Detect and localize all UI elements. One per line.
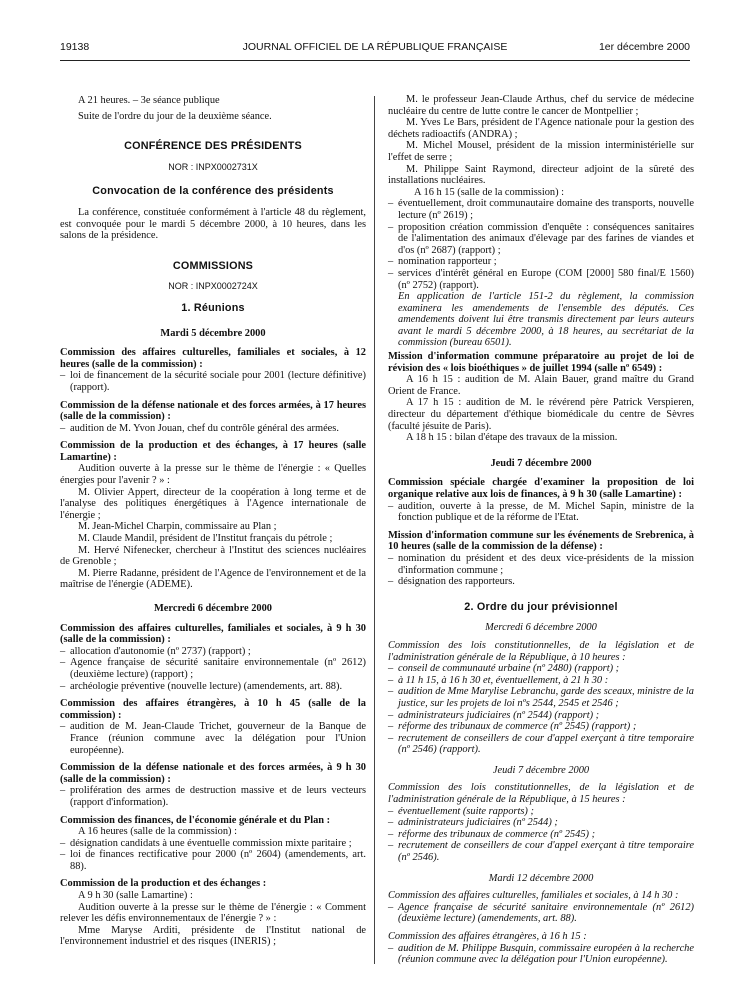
agenda-item: – administrateurs judiciaires (nº 2544) ;	[388, 817, 694, 829]
seance-suite: Suite de l'ordre du jour de la deuxième séance.	[78, 110, 272, 122]
session-time: A 16 h 15 (salle de la commission) :	[414, 186, 565, 198]
conf-nor: NOR : INPX0002731X	[168, 161, 258, 172]
commission-heading: Commission des lois constitutionnelles, de la législation et de l'administration générale de la République, à 10 heures :	[388, 639, 694, 663]
agenda-item: – réforme des tribunaux de commerce (nº 2545) ;	[388, 829, 694, 841]
paragraph: A 17 h 15 : audition de M. le révérend père Patrick Verspieren, directeur du département d'éthique biomédicale du centre de Sèvres (faculté jésuite de Paris).	[388, 397, 694, 432]
ordre-date-mercredi: Mercredi 6 décembre 2000	[485, 622, 597, 634]
commission-heading: Commission des lois constitutionnelles, de la législation et de l'administration générale de la République, à 15 heures :	[388, 782, 694, 806]
right-column	[388, 94, 694, 966]
mission-heading: Mission d'information commune préparatoire au projet de loi de révision des « lois bioéthiques » de juillet 1994 (salle nº 6549) :	[388, 351, 694, 374]
agenda-item: – audition de M. Jean-Claude Trichet, gouverneur de la Banque de France (réunion commune avec la délégation pour l'Union européenne).	[60, 721, 366, 756]
commission-heading: Commission de la production et des échanges, à 17 heures (salle Lamartine) :	[60, 440, 366, 463]
agenda-item: – loi de financement de la sécurité sociale pour 2001 (lecture définitive) (rapport).	[60, 370, 366, 393]
page-number: 19138	[60, 41, 90, 53]
ordre-date-jeudi: Jeudi 7 décembre 2000	[492, 764, 590, 776]
paragraph: A 18 h 15 : bilan d'étape des travaux de la mission.	[406, 432, 618, 444]
running-header	[60, 42, 690, 58]
paragraph: M. Yves Le Bars, président de l'Agence nationale pour la gestion des déchets radioactifs (ANDRA) ;	[388, 117, 694, 140]
agenda-item: – services d'intérêt général en Europe (COM [2000] 580 final/E 1560) (nº 2752) (rapport).	[388, 268, 694, 291]
agenda-item: – audition de M. Philippe Busquin, commissaire européen à la recherche (réunion commune avec la délégation pour l'Union européenne).	[388, 943, 694, 966]
mission-heading: Mission d'information commune sur les événements de Srebrenica, à 10 heures (salle de la commission de la défense) :	[388, 529, 694, 553]
agenda-item: – loi de finances rectificative pour 2000 (nº 2604) (amendements, art. 88).	[60, 849, 366, 872]
agenda-item: – Agence française de sécurité sanitaire environnementale (nº 2612) (deuxième lecture) (rapport) ;	[60, 657, 366, 680]
left-column	[60, 95, 366, 948]
commission-heading: Commission spéciale chargée d'examiner la proposition de loi organique relative aux lois de finances, à 9 h 30 (salle Lamartine) :	[388, 477, 694, 500]
conv-text: La conférence, constituée conformément à l'article 48 du règlement, est convoquée pour le mardi 5 décembre 2000, à 10 heures, dans les salons de la présidence.	[60, 206, 366, 242]
commission-heading: Commission de la production et des échanges :	[60, 878, 267, 890]
paragraph: M. Olivier Appert, directeur de la coopération à long terme et de l'analyse des politiques énergétiques à l'Agence internationale de l'énergie ;	[60, 486, 366, 521]
paragraph: M. le professeur Jean-Claude Arthus, chef du service de médecine nucléaire du centre de lutte contre le cancer de Montpellier ;	[388, 94, 694, 117]
agenda-item: – nomination rapporteur ;	[388, 256, 694, 268]
paragraph: M. Philippe Saint Raymond, directeur adjoint de la sûreté des installations nucléaires.	[388, 163, 694, 187]
agenda-item: – désignation candidats à une éventuelle commission mixte paritaire ;	[60, 838, 366, 850]
paragraph: M. Pierre Radanne, président de l'Agence de l'environnement et de la maîtrise de l'énergie (ADEME).	[60, 567, 366, 591]
agenda-item: – réforme des tribunaux de commerce (nº 2545) (rapport) ;	[388, 721, 694, 733]
header-rule	[60, 60, 690, 61]
agenda-item: – nomination du président et des deux vice-présidents de la mission d'information commune ;	[388, 553, 694, 576]
issue-date: 1er décembre 2000	[598, 41, 690, 53]
agenda-item: – administrateurs judiciaires (nº 2544) (rapport) ;	[388, 710, 694, 722]
paragraph: A 16 h 15 : audition de M. Alain Bauer, grand maître du Grand Orient de France.	[388, 374, 694, 397]
agenda-item: – prolifération des armes de destruction massive et de leurs vecteurs (rapport d'information).	[60, 785, 366, 808]
reunions-title: 1. Réunions	[181, 301, 245, 314]
agenda-item: – recrutement de conseillers de cour d'appel exerçant à titre temporaire (nº 2546) (rapport).	[388, 733, 694, 756]
agenda-item: – Agence française de sécurité sanitaire environnementale (nº 2612) (deuxième lecture) (amendements, art. 88).	[388, 902, 694, 925]
paragraph: M. Michel Mousel, président de la mission interministérielle sur l'effet de serre ;	[388, 140, 694, 163]
commission-heading: Commission de la défense nationale et des forces armées, à 9 h 30 (salle de la commission) :	[60, 762, 366, 785]
commission-heading: Commission des affaires culturelles, familiales et sociales, à 9 h 30 (salle de la commission) :	[60, 622, 366, 646]
paragraph: Audition ouverte à la presse sur le thème de l'énergie : « Quelles énergies pour l'avenir ? » :	[60, 463, 366, 487]
commission-heading: Commission des affaires culturelles, familiales et sociales, à 14 h 30 :	[388, 890, 679, 902]
paragraph: M. Hervé Nifenecker, chercheur à l'Institut des sciences nucléaires de Grenoble ;	[60, 544, 366, 568]
agenda-item: – allocation d'autonomie (nº 2737) (rapport) ;	[60, 646, 366, 658]
session-time: A 9 h 30 (salle Lamartine) :	[78, 890, 193, 902]
date-mardi: Mardi 5 décembre 2000	[160, 327, 266, 339]
agenda-item: – désignation des rapporteurs.	[388, 576, 694, 588]
agenda-item: – conseil de communauté urbaine (nº 2480) (rapport) ;	[388, 663, 694, 675]
session-time: A 16 heures (salle de la commission) :	[78, 826, 237, 838]
date-mercredi: Mercredi 6 décembre 2000	[153, 603, 272, 614]
agenda-item: – éventuellement (suite rapports) ;	[388, 806, 694, 818]
amendment-note: En application de l'article 151-2 du règlement, la commission examinera les amendements de l'ensemble des députés. Ces amendements doivent lui être transmis directement par leurs auteurs avant le mardi 5 décembre 2000, à 18 heures, au secrétariat de la commission (bureau 6501).	[398, 291, 694, 349]
seance-time: A 21 heures. – 3e séance publique	[78, 95, 220, 106]
journal-title: JOURNAL OFFICIEL DE LA RÉPUBLIQUE FRANÇAISE	[242, 41, 508, 53]
agenda-item: – archéologie préventive (nouvelle lecture) (amendements, art. 88).	[60, 681, 366, 693]
conv-title: Convocation de la conférence des présidents	[92, 185, 334, 198]
paragraph: Audition ouverte à la presse sur le thème de l'énergie : « Comment relever les défis environnementaux de l'énergie ? » :	[60, 901, 366, 925]
agenda-item: – à 11 h 15, à 16 h 30 et, éventuellement, à 21 h 30 :	[388, 675, 694, 687]
commissions-nor: NOR : INPX0002724X	[168, 281, 258, 292]
commission-heading: Commission des affaires étrangères, à 10 h 45 (salle de la commission) :	[60, 698, 366, 721]
agenda-item: – recrutement de conseillers de cour d'appel exerçant à titre temporaire (nº 2546).	[388, 840, 694, 863]
ordre-title: 2. Ordre du jour prévisionnel	[464, 600, 618, 613]
date-jeudi: Jeudi 7 décembre 2000	[490, 457, 592, 469]
agenda-item: – audition de Mme Marylise Lebranchu, garde des sceaux, ministre de la justice, sur les projets de loi nºs 2544, 2545 et 2546 ;	[388, 686, 694, 709]
paragraph: Mme Maryse Arditi, présidente de l'Institut national de l'environnement industriel et des risques (INERIS) ;	[60, 924, 366, 948]
conf-title: CONFÉRENCE DES PRÉSIDENTS	[124, 140, 302, 153]
commission-heading: Commission des affaires culturelles, familiales et sociales, à 12 heures (salle de la commission) :	[60, 347, 366, 370]
paragraph: M. Jean-Michel Charpin, commissaire au Plan ;	[78, 521, 277, 533]
agenda-item: – audition, ouverte à la presse, de M. Michel Sapin, ministre de la fonction publique et de la réforme de l'Etat.	[388, 501, 694, 524]
agenda-item: – audition de M. Yvon Jouan, chef du contrôle général des armées.	[60, 423, 366, 435]
commission-heading: Commission des finances, de l'économie générale et du Plan :	[60, 814, 331, 826]
agenda-item: – proposition création commission d'enquête : conséquences sanitaires de l'alimentation des animaux d'élevage par des farines de viandes et d'os (nº 2687) (rapport) ;	[388, 222, 694, 257]
paragraph: M. Claude Mandil, président de l'Institut français du pétrole ;	[78, 533, 333, 545]
commission-heading: Commission des affaires étrangères, à 16 h 15 :	[388, 931, 587, 942]
column-divider	[374, 96, 375, 964]
commission-heading: Commission de la défense nationale et des forces armées, à 17 heures (salle de la commission) :	[60, 399, 366, 423]
ordre-date-mardi: Mardi 12 décembre 2000	[488, 872, 594, 884]
commissions-title: COMMISSIONS	[172, 259, 254, 272]
agenda-item: – éventuellement, droit communautaire domaine des transports, nouvelle lecture (nº 2619) ;	[388, 198, 694, 221]
